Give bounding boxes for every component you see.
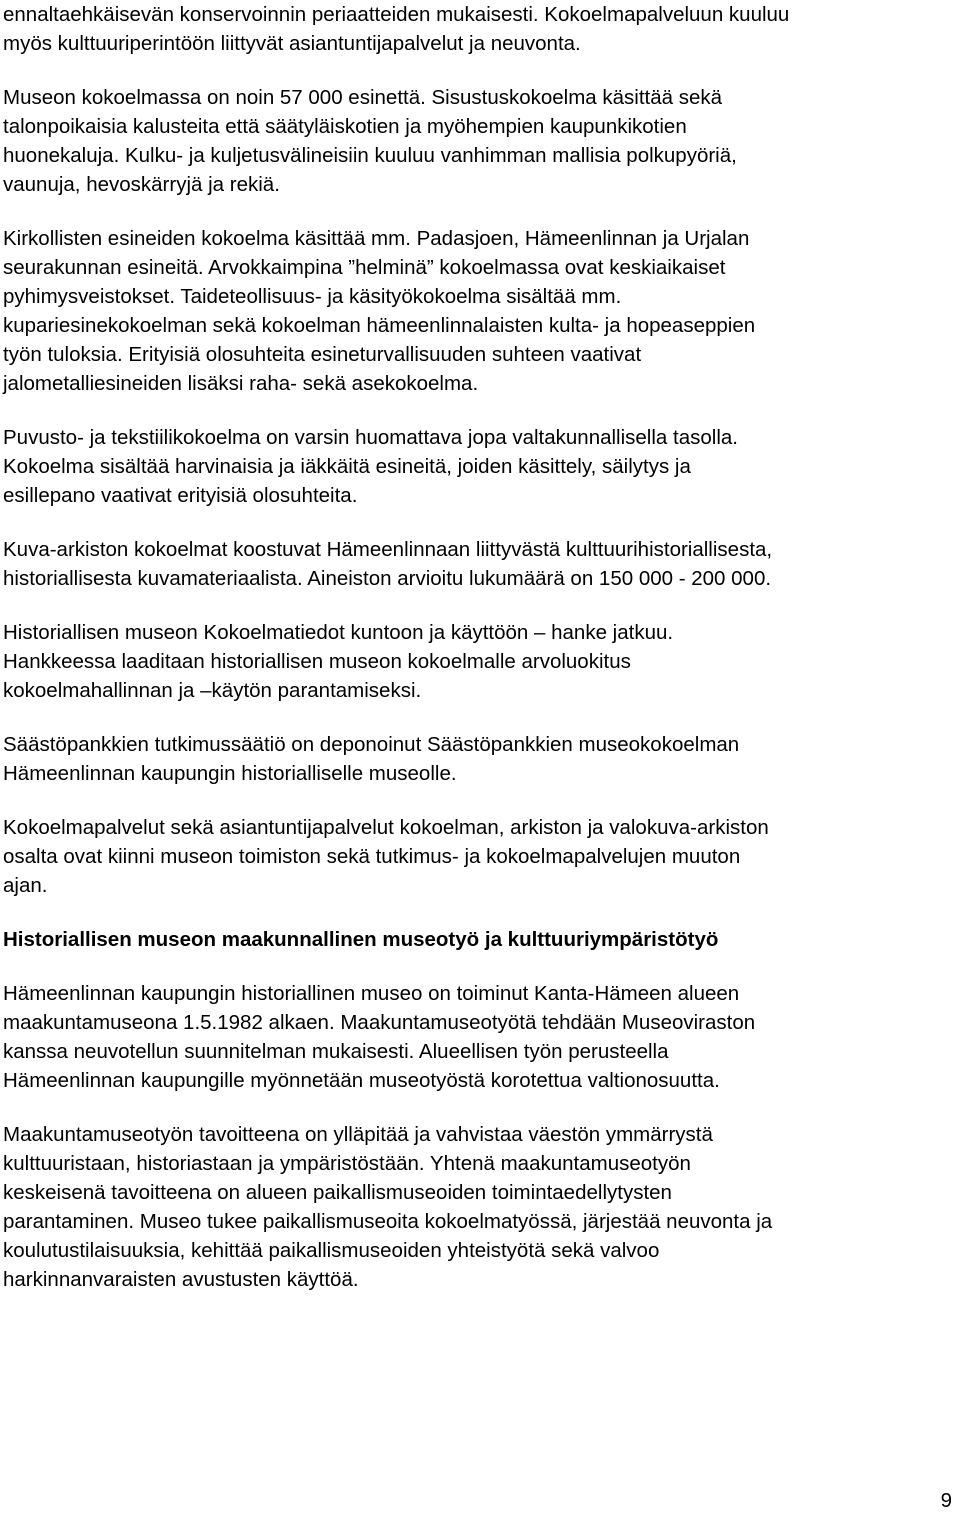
text-line: Hämeenlinnan kaupungille myönnetään museotyöstä korotettua valtionosuutta. <box>3 1069 720 1092</box>
text-line: Hämeenlinnan kaupungin historialliselle museolle. <box>3 762 457 785</box>
section-heading: Historiallisen museon maakunnallinen museotyö ja kulttuuriympäristötyö <box>3 928 719 951</box>
paragraph <box>3 423 953 510</box>
text-line: kanssa neuvotellun suunnitelman mukaisesti. Alueellisen työn perusteella <box>3 1040 669 1063</box>
text-line: historiallisesta kuvamateriaalista. Aineiston arvioitu lukumäärä on 150 000 - 200 000. <box>3 567 772 590</box>
body-text-section-after-heading <box>3 979 953 1294</box>
text-line: koulutustilaisuuksia, kehittää paikallismuseoiden yhteistyötä sekä valvoo <box>3 1239 660 1262</box>
document-page <box>3 0 953 1319</box>
paragraph <box>3 618 953 705</box>
text-line: talonpoikaisia kalusteita että säätyläiskotien ja myöhempien kaupunkikotien <box>3 115 687 138</box>
paragraph <box>3 979 953 1095</box>
text-line: kupariesinekokoelman sekä kokoelman hämeenlinnalaisten kulta- ja hopeaseppien <box>3 314 756 337</box>
text-line: harkinnanvaraisten avustusten käyttöä. <box>3 1268 359 1291</box>
text-line: Hankkeessa laaditaan historiallisen museon kokoelmalle arvoluokitus <box>3 650 631 673</box>
text-line: Kirkollisten esineiden kokoelma käsittää mm. Padasjoen, Hämeenlinnan ja Urjalan <box>3 227 750 250</box>
text-line: ajan. <box>3 874 48 897</box>
text-line: maakuntamuseona 1.5.1982 alkaen. Maakuntamuseotyötä tehdään Museoviraston <box>3 1011 756 1034</box>
text-line: Hämeenlinnan kaupungin historiallinen museo on toiminut Kanta-Hämeen alueen <box>3 982 740 1005</box>
text-line: Säästöpankkien tutkimussäätiö on deponoinut Säästöpankkien museokokoelman <box>3 733 740 756</box>
text-line: Puvusto- ja tekstiilikokoelma on varsin huomattava jopa valtakunnallisella tasolla. <box>3 426 738 449</box>
text-line: Kokoelmapalvelut sekä asiantuntijapalvelut kokoelman, arkiston ja valokuva-arkiston <box>3 816 769 839</box>
text-line: Kokoelma sisältää harvinaisia ja iäkkäitä esineitä, joiden käsittely, säilytys ja <box>3 455 691 478</box>
text-line: jalometalliesineiden lisäksi raha- sekä asekokoelma. <box>3 372 479 395</box>
text-line: parantaminen. Museo tukee paikallismuseoita kokoelmatyössä, järjestää neuvonta ja <box>3 1210 773 1233</box>
text-line: osalta ovat kiinni museon toimiston sekä tutkimus- ja kokoelmapalvelujen muuton <box>3 845 741 868</box>
text-line: työn tuloksia. Erityisiä olosuhteita esineturvallisuuden suhteen vaativat <box>3 343 642 366</box>
body-text-section <box>3 0 953 900</box>
paragraph <box>3 0 953 58</box>
text-line: keskeisenä tavoitteena on alueen paikallismuseoiden toimintaedellytysten <box>3 1181 672 1204</box>
paragraph <box>3 813 953 900</box>
text-line: huonekaluja. Kulku- ja kuljetusvälineisiin kuuluu vanhimman mallisia polkupyöriä, <box>3 144 737 167</box>
text-line: esillepano vaativat erityisiä olosuhteita. <box>3 484 358 507</box>
page-number: 9 <box>940 1489 952 1512</box>
paragraph <box>3 1120 953 1294</box>
text-line: seurakunnan esineitä. Arvokkaimpina ”helminä” kokoelmassa ovat keskiaikaiset <box>3 256 726 279</box>
text-line: pyhimysveistokset. Taideteollisuus- ja käsityökokoelma sisältää mm. <box>3 285 622 308</box>
text-line: Historiallisen museon Kokoelmatiedot kuntoon ja käyttöön – hanke jatkuu. <box>3 621 674 644</box>
paragraph <box>3 83 953 199</box>
paragraph <box>3 535 953 593</box>
text-line: ennaltaehkäisevän konservoinnin periaatteiden mukaisesti. Kokoelmapalveluun kuuluu <box>3 3 790 26</box>
paragraph <box>3 224 953 398</box>
text-line: myös kulttuuriperintöön liittyvät asiantuntijapalvelut ja neuvonta. <box>3 32 581 55</box>
text-line: kokoelmahallinnan ja –käytön parantamiseksi. <box>3 679 422 702</box>
text-line: Maakuntamuseotyön tavoitteena on ylläpitää ja vahvistaa väestön ymmärrystä <box>3 1123 713 1146</box>
paragraph <box>3 730 953 788</box>
text-line: vaunuja, hevoskärryjä ja rekiä. <box>3 173 280 196</box>
text-line: kulttuuristaan, historiastaan ja ympäristöstään. Yhtenä maakuntamuseotyön <box>3 1152 691 1175</box>
text-line: Museon kokoelmassa on noin 57 000 esinettä. Sisustuskokoelma käsittää sekä <box>3 86 723 109</box>
text-line: Kuva-arkiston kokoelmat koostuvat Hämeenlinnaan liittyvästä kulttuurihistoriallisesta, <box>3 538 773 561</box>
